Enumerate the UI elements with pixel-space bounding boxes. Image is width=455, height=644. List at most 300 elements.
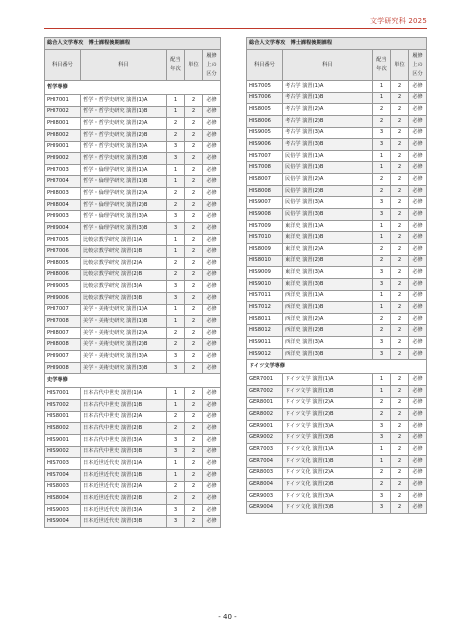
course-requirement: 必修 bbox=[203, 339, 221, 351]
course-code: PHI7001 bbox=[45, 95, 81, 107]
course-code: PHI7004 bbox=[45, 176, 81, 188]
course-code: PHI9003 bbox=[45, 211, 81, 223]
course-name: 日本近世近代史 演習(2)A bbox=[81, 481, 167, 493]
course-year: 1 bbox=[167, 95, 185, 107]
header-rule bbox=[44, 28, 427, 29]
course-credits: 2 bbox=[391, 243, 409, 255]
page-header-title: 文学研究科 2025 bbox=[369, 17, 427, 25]
course-requirement: 必修 bbox=[203, 246, 221, 258]
course-credits: 2 bbox=[185, 446, 203, 458]
course-code: PHI8008 bbox=[45, 339, 81, 351]
course-credits: 2 bbox=[391, 197, 409, 209]
course-credits: 2 bbox=[391, 444, 409, 456]
course-code: PHI8006 bbox=[45, 269, 81, 281]
course-code: GER8002 bbox=[247, 409, 283, 421]
course-credits: 2 bbox=[391, 290, 409, 302]
course-credits: 2 bbox=[185, 504, 203, 516]
course-name: 東洋史 演習(2)B bbox=[283, 255, 373, 267]
course-name: 民俗学 演習(1)A bbox=[283, 150, 373, 162]
course-requirement: 必修 bbox=[203, 362, 221, 374]
course-name: 美学・美術史研究 演習(3)B bbox=[81, 362, 167, 374]
table-header-row bbox=[45, 50, 221, 81]
course-year: 1 bbox=[373, 81, 391, 93]
table-title-row bbox=[45, 38, 221, 50]
course-code: HIS9005 bbox=[247, 127, 283, 139]
table-row bbox=[247, 290, 427, 302]
table-row bbox=[45, 246, 221, 258]
course-credits: 2 bbox=[391, 232, 409, 244]
table-row bbox=[247, 232, 427, 244]
course-requirement: 必修 bbox=[409, 386, 427, 398]
course-requirement: 必修 bbox=[203, 234, 221, 246]
course-name: ドイツ文化 演習(1)A bbox=[283, 444, 373, 456]
course-name: 日本近世近代史 演習(3)A bbox=[81, 504, 167, 516]
table-row bbox=[45, 423, 221, 435]
course-name: 民俗学 演習(2)B bbox=[283, 185, 373, 197]
course-credits: 2 bbox=[185, 129, 203, 141]
table-row bbox=[247, 302, 427, 314]
table-row bbox=[247, 92, 427, 104]
course-year: 3 bbox=[373, 267, 391, 279]
course-credits: 2 bbox=[185, 516, 203, 528]
course-requirement: 必修 bbox=[203, 106, 221, 118]
course-name: 比較宗教学研究 演習(1)B bbox=[81, 246, 167, 258]
course-requirement: 必修 bbox=[203, 400, 221, 412]
table-row bbox=[247, 432, 427, 444]
course-requirement: 必修 bbox=[409, 243, 427, 255]
course-credits: 2 bbox=[185, 223, 203, 235]
column-header-subject: 科目 bbox=[283, 50, 373, 81]
course-code: HIS7004 bbox=[45, 469, 81, 481]
course-year: 1 bbox=[167, 469, 185, 481]
course-credits: 2 bbox=[185, 434, 203, 446]
course-name: 哲学・哲学史研究 演習(2)A bbox=[81, 118, 167, 130]
course-requirement: 必修 bbox=[409, 348, 427, 360]
course-year: 2 bbox=[373, 243, 391, 255]
course-requirement: 必修 bbox=[409, 267, 427, 279]
course-credits: 2 bbox=[391, 490, 409, 502]
section-heading: ドイツ文学専修 bbox=[247, 360, 427, 374]
course-code: GER7003 bbox=[247, 444, 283, 456]
course-code: HIS9002 bbox=[45, 446, 81, 458]
course-code: PHI9006 bbox=[45, 292, 81, 304]
course-name: 美学・美術史研究 演習(3)A bbox=[81, 351, 167, 363]
course-year: 1 bbox=[373, 232, 391, 244]
course-code: PHI9007 bbox=[45, 351, 81, 363]
course-name: 哲学・哲学史研究 演習(3)B bbox=[81, 153, 167, 165]
course-requirement: 必修 bbox=[409, 397, 427, 409]
course-credits: 2 bbox=[185, 106, 203, 118]
course-requirement: 必修 bbox=[203, 269, 221, 281]
course-year: 1 bbox=[167, 458, 185, 470]
table-row bbox=[45, 164, 221, 176]
column-header-code: 科目番号 bbox=[45, 50, 81, 81]
course-year: 3 bbox=[373, 348, 391, 360]
course-name: 東洋史 演習(1)A bbox=[283, 220, 373, 232]
course-credits: 2 bbox=[391, 150, 409, 162]
course-name: ドイツ文学 演習(2)A bbox=[283, 397, 373, 409]
course-year: 2 bbox=[167, 257, 185, 269]
course-year: 3 bbox=[373, 432, 391, 444]
course-code: PHI7006 bbox=[45, 246, 81, 258]
course-requirement: 必修 bbox=[409, 502, 427, 514]
course-year: 2 bbox=[167, 411, 185, 423]
course-name: 西洋史 演習(3)B bbox=[283, 348, 373, 360]
course-name: 考古学 演習(1)A bbox=[283, 81, 373, 93]
course-credits: 2 bbox=[185, 493, 203, 505]
course-code: PHI8005 bbox=[45, 257, 81, 269]
column-header-credits: 単位 bbox=[391, 50, 409, 81]
course-requirement: 必修 bbox=[409, 92, 427, 104]
table-row bbox=[45, 339, 221, 351]
course-year: 3 bbox=[167, 211, 185, 223]
table-row bbox=[247, 243, 427, 255]
course-credits: 2 bbox=[391, 302, 409, 314]
course-code: HIS7012 bbox=[247, 302, 283, 314]
course-credits: 2 bbox=[391, 397, 409, 409]
course-credits: 2 bbox=[391, 502, 409, 514]
course-requirement: 必修 bbox=[409, 220, 427, 232]
course-credits: 2 bbox=[391, 115, 409, 127]
course-year: 2 bbox=[373, 409, 391, 421]
course-code: PHI9002 bbox=[45, 153, 81, 165]
course-credits: 2 bbox=[185, 153, 203, 165]
right-course-table bbox=[246, 37, 427, 514]
table-row bbox=[247, 104, 427, 116]
course-name: ドイツ文化 演習(2)A bbox=[283, 467, 373, 479]
table-row bbox=[45, 281, 221, 293]
section-heading: 史学専修 bbox=[45, 374, 221, 388]
course-requirement: 必修 bbox=[409, 420, 427, 432]
table-row bbox=[45, 362, 221, 374]
course-credits: 2 bbox=[391, 174, 409, 186]
column-header-subject: 科目 bbox=[81, 50, 167, 81]
course-requirement: 必修 bbox=[409, 115, 427, 127]
course-credits: 2 bbox=[185, 257, 203, 269]
course-year: 1 bbox=[373, 220, 391, 232]
table-row bbox=[247, 127, 427, 139]
course-requirement: 必修 bbox=[203, 458, 221, 470]
course-name: 東洋史 演習(3)A bbox=[283, 267, 373, 279]
course-credits: 2 bbox=[185, 411, 203, 423]
table-row bbox=[247, 267, 427, 279]
course-year: 3 bbox=[167, 223, 185, 235]
course-code: HIS8011 bbox=[247, 313, 283, 325]
course-requirement: 必修 bbox=[203, 504, 221, 516]
course-credits: 2 bbox=[185, 388, 203, 400]
course-requirement: 必修 bbox=[203, 446, 221, 458]
page-number: - 40 - bbox=[218, 613, 237, 621]
course-credits: 2 bbox=[391, 409, 409, 421]
course-name: 美学・美術史研究 演習(2)A bbox=[81, 327, 167, 339]
table-row bbox=[45, 458, 221, 470]
course-code: PHI8003 bbox=[45, 188, 81, 200]
course-code: PHI9001 bbox=[45, 141, 81, 153]
course-name: 日本近世近代史 演習(1)B bbox=[81, 469, 167, 481]
table-row bbox=[247, 150, 427, 162]
course-requirement: 必修 bbox=[409, 150, 427, 162]
table-row bbox=[247, 374, 427, 386]
table-row bbox=[247, 255, 427, 267]
left-course-table bbox=[44, 37, 221, 528]
course-name: ドイツ文学 演習(1)B bbox=[283, 386, 373, 398]
course-year: 2 bbox=[373, 185, 391, 197]
table-row bbox=[45, 304, 221, 316]
course-code: PHI7003 bbox=[45, 164, 81, 176]
course-name: 日本古代中世史 演習(1)B bbox=[81, 400, 167, 412]
course-code: PHI8001 bbox=[45, 118, 81, 130]
course-name: 哲学・倫理学研究 演習(3)B bbox=[81, 223, 167, 235]
course-year: 3 bbox=[167, 281, 185, 293]
course-year: 2 bbox=[373, 467, 391, 479]
section-heading-row bbox=[45, 374, 221, 388]
table-row bbox=[247, 197, 427, 209]
column-header-code: 科目番号 bbox=[247, 50, 283, 81]
course-credits: 2 bbox=[185, 269, 203, 281]
course-credits: 2 bbox=[185, 234, 203, 246]
course-code: PHI8004 bbox=[45, 199, 81, 211]
table-row bbox=[45, 176, 221, 188]
course-year: 3 bbox=[373, 420, 391, 432]
course-requirement: 必修 bbox=[409, 374, 427, 386]
table-row bbox=[45, 351, 221, 363]
course-name: 哲学・倫理学研究 演習(1)A bbox=[81, 164, 167, 176]
course-code: HIS8002 bbox=[45, 423, 81, 435]
course-year: 2 bbox=[373, 104, 391, 116]
course-name: ドイツ文化 演習(1)B bbox=[283, 455, 373, 467]
course-year: 1 bbox=[167, 106, 185, 118]
course-credits: 2 bbox=[185, 400, 203, 412]
course-credits: 2 bbox=[391, 209, 409, 221]
course-credits: 2 bbox=[185, 281, 203, 293]
course-year: 3 bbox=[167, 292, 185, 304]
course-year: 2 bbox=[373, 255, 391, 267]
course-year: 1 bbox=[373, 302, 391, 314]
course-code: HIS9006 bbox=[247, 139, 283, 151]
course-name: 考古学 演習(3)B bbox=[283, 139, 373, 151]
course-code: GER9004 bbox=[247, 502, 283, 514]
course-requirement: 必修 bbox=[409, 104, 427, 116]
course-code: PHI7005 bbox=[45, 234, 81, 246]
course-name: 西洋史 演習(2)B bbox=[283, 325, 373, 337]
course-name: 西洋史 演習(1)B bbox=[283, 302, 373, 314]
table-row bbox=[247, 139, 427, 151]
course-credits: 2 bbox=[185, 211, 203, 223]
course-name: 民俗学 演習(3)B bbox=[283, 209, 373, 221]
table-row bbox=[247, 467, 427, 479]
course-code: PHI8002 bbox=[45, 129, 81, 141]
course-credits: 2 bbox=[185, 292, 203, 304]
course-requirement: 必修 bbox=[203, 327, 221, 339]
course-requirement: 必修 bbox=[203, 292, 221, 304]
course-credits: 2 bbox=[391, 278, 409, 290]
course-code: HIS8010 bbox=[247, 255, 283, 267]
course-credits: 2 bbox=[185, 469, 203, 481]
course-credits: 2 bbox=[391, 81, 409, 93]
course-name: 日本古代中世史 演習(2)A bbox=[81, 411, 167, 423]
course-credits: 2 bbox=[185, 95, 203, 107]
course-year: 3 bbox=[373, 197, 391, 209]
course-code: HIS8005 bbox=[247, 104, 283, 116]
course-year: 3 bbox=[167, 516, 185, 528]
course-requirement: 必修 bbox=[203, 199, 221, 211]
course-requirement: 必修 bbox=[203, 188, 221, 200]
course-name: 美学・美術史研究 演習(1)B bbox=[81, 316, 167, 328]
course-credits: 2 bbox=[185, 188, 203, 200]
course-name: 哲学・倫理学研究 演習(2)A bbox=[81, 188, 167, 200]
course-name: 考古学 演習(2)A bbox=[283, 104, 373, 116]
course-code: PHI7002 bbox=[45, 106, 81, 118]
course-code: GER7002 bbox=[247, 386, 283, 398]
table-row bbox=[247, 479, 427, 491]
course-year: 2 bbox=[373, 174, 391, 186]
course-code: HIS7011 bbox=[247, 290, 283, 302]
course-requirement: 必修 bbox=[409, 174, 427, 186]
course-year: 3 bbox=[373, 490, 391, 502]
course-code: GER9002 bbox=[247, 432, 283, 444]
course-year: 3 bbox=[167, 141, 185, 153]
section-heading: 哲学専修 bbox=[45, 81, 221, 95]
course-year: 1 bbox=[167, 164, 185, 176]
course-year: 3 bbox=[373, 139, 391, 151]
course-code: HIS8001 bbox=[45, 411, 81, 423]
course-credits: 2 bbox=[185, 176, 203, 188]
table-title: 総合人文学専攻 博士課程後期課程 bbox=[247, 38, 427, 50]
course-code: GER7004 bbox=[247, 455, 283, 467]
table-row bbox=[247, 220, 427, 232]
table-row bbox=[45, 199, 221, 211]
course-credits: 2 bbox=[391, 220, 409, 232]
course-code: GER9003 bbox=[247, 490, 283, 502]
course-requirement: 必修 bbox=[409, 467, 427, 479]
course-code: HIS9011 bbox=[247, 337, 283, 349]
table-row bbox=[45, 400, 221, 412]
course-credits: 2 bbox=[391, 455, 409, 467]
course-credits: 2 bbox=[185, 481, 203, 493]
table-row bbox=[45, 223, 221, 235]
course-year: 2 bbox=[373, 313, 391, 325]
course-credits: 2 bbox=[391, 374, 409, 386]
course-code: HIS7005 bbox=[247, 81, 283, 93]
course-credits: 2 bbox=[391, 348, 409, 360]
table-row bbox=[45, 446, 221, 458]
course-code: HIS7003 bbox=[45, 458, 81, 470]
table-row bbox=[45, 141, 221, 153]
table-row bbox=[45, 95, 221, 107]
column-header-year: 配当 年次 bbox=[167, 50, 185, 81]
course-year: 1 bbox=[167, 388, 185, 400]
course-name: 哲学・倫理学研究 演習(2)B bbox=[81, 199, 167, 211]
table-row bbox=[247, 174, 427, 186]
course-requirement: 必修 bbox=[203, 316, 221, 328]
course-credits: 2 bbox=[391, 92, 409, 104]
course-credits: 2 bbox=[391, 162, 409, 174]
table-row bbox=[247, 115, 427, 127]
course-requirement: 必修 bbox=[203, 281, 221, 293]
column-header-requirement: 履修 上の 区分 bbox=[203, 50, 221, 81]
course-code: HIS7008 bbox=[247, 162, 283, 174]
course-credits: 2 bbox=[185, 118, 203, 130]
course-code: HIS7010 bbox=[247, 232, 283, 244]
table-row bbox=[247, 325, 427, 337]
course-code: PHI7008 bbox=[45, 316, 81, 328]
course-name: 比較宗教学研究 演習(2)B bbox=[81, 269, 167, 281]
course-code: HIS8006 bbox=[247, 115, 283, 127]
course-year: 1 bbox=[373, 92, 391, 104]
course-requirement: 必修 bbox=[409, 278, 427, 290]
course-code: HIS9010 bbox=[247, 278, 283, 290]
table-row bbox=[45, 504, 221, 516]
course-name: 美学・美術史研究 演習(2)B bbox=[81, 339, 167, 351]
course-requirement: 必修 bbox=[409, 232, 427, 244]
course-requirement: 必修 bbox=[409, 302, 427, 314]
course-requirement: 必修 bbox=[203, 351, 221, 363]
table-row bbox=[45, 257, 221, 269]
table-row bbox=[247, 313, 427, 325]
table-row bbox=[45, 516, 221, 528]
course-requirement: 必修 bbox=[203, 164, 221, 176]
table-row bbox=[247, 209, 427, 221]
table-row bbox=[247, 81, 427, 93]
course-year: 1 bbox=[167, 176, 185, 188]
course-requirement: 必修 bbox=[203, 388, 221, 400]
course-name: 日本古代中世史 演習(3)A bbox=[81, 434, 167, 446]
course-credits: 2 bbox=[391, 432, 409, 444]
course-name: 哲学・哲学史研究 演習(1)B bbox=[81, 106, 167, 118]
course-name: 比較宗教学研究 演習(3)B bbox=[81, 292, 167, 304]
course-year: 2 bbox=[167, 481, 185, 493]
table-row bbox=[45, 234, 221, 246]
course-code: HIS9003 bbox=[45, 504, 81, 516]
course-name: 西洋史 演習(2)A bbox=[283, 313, 373, 325]
course-name: 日本古代中世史 演習(1)A bbox=[81, 388, 167, 400]
course-year: 3 bbox=[167, 446, 185, 458]
course-code: GER8001 bbox=[247, 397, 283, 409]
course-code: HIS9001 bbox=[45, 434, 81, 446]
table-row bbox=[45, 327, 221, 339]
course-name: 美学・美術史研究 演習(1)A bbox=[81, 304, 167, 316]
table-row bbox=[45, 388, 221, 400]
course-year: 1 bbox=[373, 150, 391, 162]
course-requirement: 必修 bbox=[409, 139, 427, 151]
course-credits: 2 bbox=[185, 246, 203, 258]
table-row bbox=[45, 434, 221, 446]
course-name: 日本近世近代史 演習(2)B bbox=[81, 493, 167, 505]
course-requirement: 必修 bbox=[409, 325, 427, 337]
course-year: 2 bbox=[373, 479, 391, 491]
course-name: 西洋史 演習(3)A bbox=[283, 337, 373, 349]
column-header-credits: 単位 bbox=[185, 50, 203, 81]
course-code: HIS8003 bbox=[45, 481, 81, 493]
course-requirement: 必修 bbox=[409, 432, 427, 444]
course-name: ドイツ文学 演習(1)A bbox=[283, 374, 373, 386]
course-code: HIS9007 bbox=[247, 197, 283, 209]
course-code: GER8003 bbox=[247, 467, 283, 479]
course-code: PHI9008 bbox=[45, 362, 81, 374]
table-row bbox=[45, 269, 221, 281]
course-name: 日本古代中世史 演習(2)B bbox=[81, 423, 167, 435]
course-requirement: 必修 bbox=[409, 444, 427, 456]
course-year: 1 bbox=[373, 290, 391, 302]
course-requirement: 必修 bbox=[409, 209, 427, 221]
course-name: 哲学・哲学史研究 演習(2)B bbox=[81, 129, 167, 141]
course-code: PHI7007 bbox=[45, 304, 81, 316]
course-name: 哲学・倫理学研究 演習(1)B bbox=[81, 176, 167, 188]
course-code: HIS7002 bbox=[45, 400, 81, 412]
table-row bbox=[45, 211, 221, 223]
course-year: 3 bbox=[167, 504, 185, 516]
course-year: 2 bbox=[373, 325, 391, 337]
